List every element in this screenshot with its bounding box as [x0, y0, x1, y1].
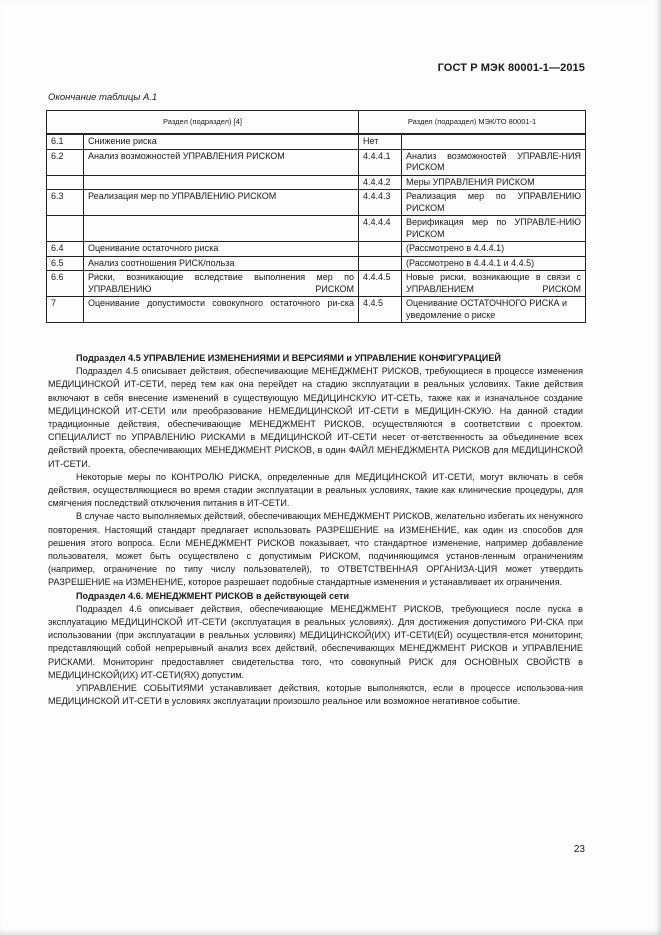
section-heading: Подраздел 4.6. МЕНЕДЖМЕНТ РИСКОВ в действующей сети: [76, 590, 350, 601]
table-caption: Окончание таблицы А.1: [48, 92, 158, 103]
header-cell-section-iec: Раздел (подраздел) МЭК/ТО 80001-1: [359, 111, 586, 135]
table-row: [47, 175, 586, 190]
cell-ref-title: Меры УПРАВЛЕНИЯ РИСКОМ: [402, 175, 586, 190]
cell-num: 6.4: [47, 242, 84, 257]
header-cell-section-4: Раздел (подраздел) [4]: [47, 111, 359, 135]
cell-ref: 4.4.4.4: [359, 216, 402, 242]
correspondence-table: [46, 110, 586, 323]
table-row: [47, 242, 586, 257]
paragraph: УПРАВЛЕНИЕ СОБЫТИЯМИ устанавливает действия, которые выполняются, если в процессе использова-ния МЕДИЦИНСКОЙ ИТ-СЕТИ в условиях эксплуатации произошло реальное или возможное негативное событие.: [48, 683, 583, 707]
cell-title: [84, 175, 359, 190]
cell-ref-title: Верификация мер по УПРАВЛЕ-НИЮ РИСКОМ: [402, 216, 586, 242]
cell-title: Реализация мер по УПРАВЛЕНИЮ РИСКОМ: [84, 190, 359, 216]
cell-num: 6.1: [47, 134, 84, 149]
table-row: [47, 149, 586, 175]
body-text: [48, 352, 583, 708]
cell-ref: 4.4.4.1: [359, 149, 402, 175]
paragraph: Некоторые меры по КОНТРОЛЮ РИСКА, определенные для МЕДИЦИНСКОЙ ИТ-СЕТИ, могут включать в себя действия, осуществляющиеся во время стадии эксплуатации в реальных условиях, такие как клинические процедуры, для смягчения последствий отключения питания в ИТ-СЕТИ.: [48, 471, 583, 509]
table-row: [47, 190, 586, 216]
cell-title: Анализ возможностей УПРАВЛЕНИЯ РИСКОМ: [84, 149, 359, 175]
table-row: [47, 271, 586, 297]
cell-title: Снижение риска: [84, 134, 359, 149]
cell-num: 6.2: [47, 149, 84, 175]
cell-num: [47, 175, 84, 190]
cell-num: 6.5: [47, 256, 84, 271]
standard-header: ГОСТ Р МЭК 80001-1—2015: [437, 62, 585, 74]
cell-ref-title: Анализ возможностей УПРАВЛЕ-НИЯ РИСКОМ: [402, 149, 586, 175]
cell-ref-title: (Рассмотрено в 4.4.4.1): [402, 242, 586, 257]
paragraph: В случае часто выполняемых действий, обеспечивающих МЕНЕДЖМЕНТ РИСКОВ, желательно избегать их ненужного повторения. Настоящий стандарт предлагает использовать РАЗРЕШЕНИЕ на ИЗМЕНЕНИЕ, как один из способов для решения этого вопроса. Если МЕНЕДЖМЕНТ РИСКОВ показывает, что стандартное изменение, например добавление пользователя, может быть осуществлено с допустимым РИСКОМ, подчиняющимся установ-ленным ограничениям (например, ограничение по типу числу пользователей), то ОТВЕТСТВЕННАЯ ОРГАНИЗА-ЦИЯ может утвердить РАЗРЕШЕНИЕ на ИЗМЕНЕНИЕ, которое разрешает подобные стандартные изменения и устанавливает их ограничения.: [48, 511, 583, 588]
cell-ref: Нет: [359, 134, 402, 149]
cell-title: Анализ соотношения РИСК/польза: [84, 256, 359, 271]
paragraph: Подраздел 4.6 описывает действия, обеспечивающие МЕНЕДЖМЕНТ РИСКОВ, требующиеся после пуска в эксплуатацию МЕДИЦИНСКОЙ ИТ-СЕТИ (эксплуатация в реальных условиях). Для достижения допустимого РИ-СКА при использовании (при эксплуатации в реальных условиях) МЕДИЦИНСКОЙ(ИХ) ИТ-СЕТИ(ЕЙ) осуществля-ется мониторинг, представляющий собой непрерывный анализ всех действий, обеспечивающих МЕНЕДЖМЕНТ РИСКОВ и УПРАВЛЕНИЕ РИСКАМИ. Мониторинг предоставляет свидетельства того, что совокупный РИСК для ОСНОВНЫХ СВОЙСТВ в МЕДИЦИНСКОЙ(ИХ) ИТ-СЕТИ(ЯХ) допустим.: [48, 603, 583, 680]
page-number: 23: [573, 844, 585, 855]
table-row: [47, 216, 586, 242]
cell-ref: 4.4.4.5: [359, 271, 402, 297]
cell-ref-title: [402, 134, 586, 149]
table-row: [47, 134, 586, 149]
cell-ref: 4.4.5: [359, 297, 402, 323]
table-header-row: [47, 111, 586, 135]
cell-ref-title: Оценивание ОСТАТОЧНОГО РИСКА и уведомление о риске: [402, 297, 586, 323]
cell-ref-title: Новые риски, возникающие в связи с УПРАВЛЕНИЕМ РИСКОМ: [402, 271, 586, 297]
cell-ref: [359, 242, 402, 257]
cell-title: Риски, возникающие вследствие выполнения мер по УПРАВЛЕНИЮ РИСКОМ: [84, 271, 359, 297]
paragraph: Подраздел 4.5 описывает действия, обеспечивающие МЕНЕДЖМЕНТ РИСКОВ, требующиеся в процессе изменения МЕДИЦИНСКОЙ ИТ-СЕТИ, перед тем как она перейдет на стадию эксплуатации в реальных условиях. Такие действия включают в себя внесение изменений в существующую МЕДИЦИНСКУЮ ИТ-СЕТЬ, также как и изначальное создание МЕДИЦИНСКОЙ ИТ-СЕТИ или преобразование НЕМЕДИЦИНСКОЙ ИТ-СЕТИ в МЕДИЦИН-СКУЮ. На данной стадии традиционные действия, обеспечивающие МЕНЕДЖМЕНТ РИСКОВ, осуществляются в соответствии с проектом. СПЕЦИАЛИСТ по УПРАВЛЕНИЮ РИСКАМИ в МЕДИЦИНСКОЙ ИТ-СЕТИ несет от-ветственность за объединение всех действий проекта, обеспечивающих МЕНЕДЖМЕНТ РИСКОВ, в один ФАЙЛ МЕНЕДЖМЕНТА РИСКОВ для МЕДИЦИНСКОЙ ИТ-СЕТИ.: [48, 366, 583, 469]
table-row: [47, 256, 586, 271]
cell-num: 7: [47, 297, 84, 323]
cell-ref-title: (Рассмотрено в 4.4.4.1 и 4.4.5): [402, 256, 586, 271]
cell-title: [84, 216, 359, 242]
cell-title: Оценивание допустимости совокупного остаточного ри-ска: [84, 297, 359, 323]
cell-num: 6.3: [47, 190, 84, 216]
table-row: [47, 297, 586, 323]
cell-title: Оценивание остаточного риска: [84, 242, 359, 257]
cell-ref-title: Реализация мер по УПРАВЛЕНИЮ РИСКОМ: [402, 190, 586, 216]
cell-num: [47, 216, 84, 242]
cell-ref: [359, 256, 402, 271]
cell-ref: 4.4.4.2: [359, 175, 402, 190]
section-heading: Подраздел 4.5 УПРАВЛЕНИЕ ИЗМЕНЕНИЯМИ И ВЕРСИЯМИ и УПРАВЛЕНИЕ КОНФИГУРАЦИЕЙ: [76, 353, 501, 363]
cell-ref: 4.4.4.3: [359, 190, 402, 216]
cell-num: 6.6: [47, 271, 84, 297]
